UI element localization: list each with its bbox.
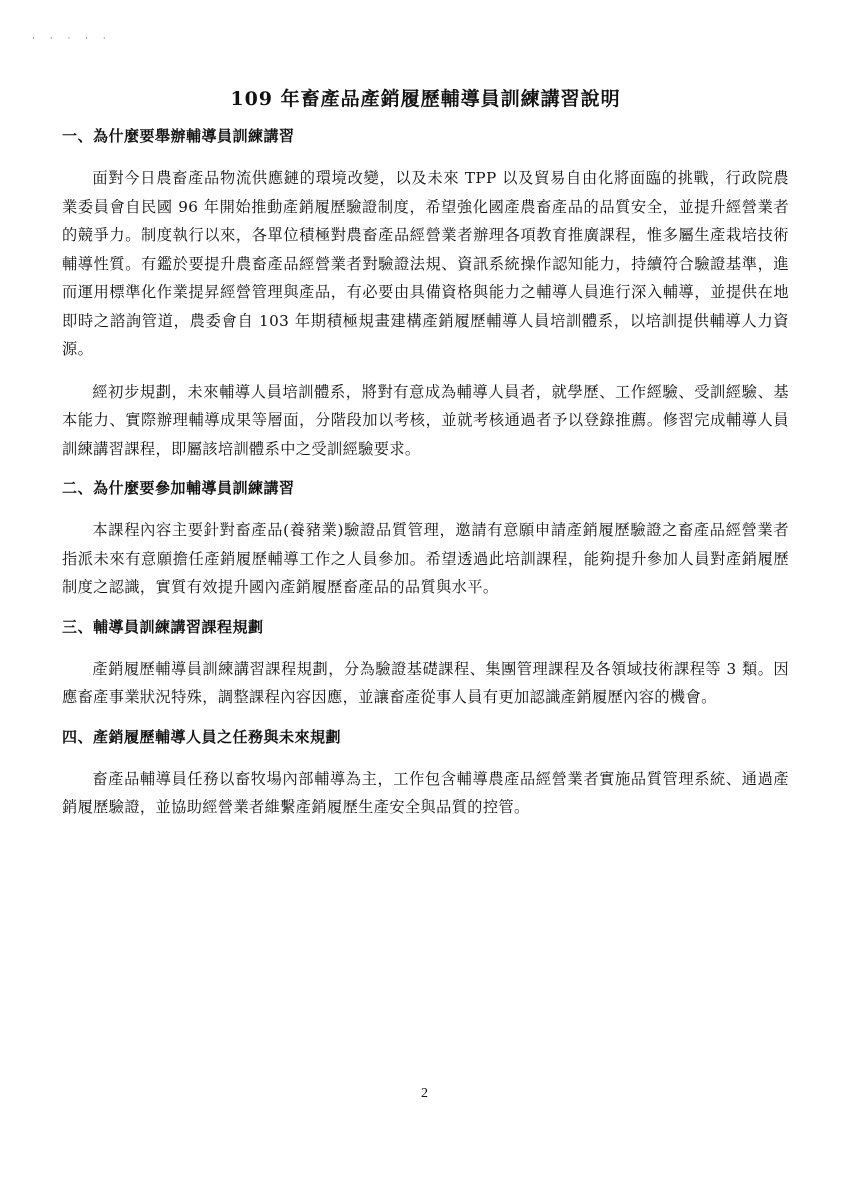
scan-artifact-marks: · · · · · (32, 34, 112, 44)
paragraph: 本課程內容主要針對畜產品(養豬業)驗證品質管理，邀請有意願申請產銷履歷驗證之畜產品經營業者指派未來有意願擔任產銷履歷輔導工作之人員參加。希望透過此培訓課程，能夠提升參加人員對產銷履歷制度之認識，實質有效提升國內產銷履歷畜產品的品質與水平。 (62, 521, 789, 596)
paragraph: 經初步規劃，未來輔導人員培訓體系，將對有意成為輔導人員者，就學歷、工作經驗、受訓經驗、基本能力、實際辦理輔導成果等層面，分階段加以考核，並就考核通過者予以登錄推薦。修習完成輔導人員訓練講習課程，即屬該培訓體系中之受訓經驗要求。 (62, 382, 789, 458)
document-title: 109 年畜產品產銷履歷輔導員訓練講習說明 (230, 88, 621, 110)
section-heading: 三、輔導員訓練講習課程規劃 (62, 617, 264, 636)
paragraph: 產銷履歷輔導員訓練講習課程規劃，分為驗證基礎課程、集團管理課程及各領域技術課程等 3 類。因應畜產事業狀況特殊，調整課程內容因應，並讓畜產從事人員有更加認識產銷履歷內容的機會。 (62, 659, 789, 706)
section-1 (62, 125, 789, 463)
section-heading: 二、為什麼要參加輔導員訓練講習 (62, 479, 295, 497)
section-heading: 一、為什麼要舉辦輔導員訓練講習 (62, 127, 295, 145)
section-2 (62, 477, 789, 602)
paragraph: 面對今日農畜產品物流供應鏈的環境改變，以及未來 TPP 以及貿易自由化將面臨的挑戰，行政院農業委員會自民國 96 年開始推動產銷履歷驗證制度，希望強化國產農畜產品的品質安全，並提升經營業者的競爭力。制度執行以來，各單位積極對農畜產品經營業者辦理各項教育推廣課程，惟多屬生產栽培技術輔導性質。有鑑於要提升農畜產品經營業者對驗證法規、資訊系統操作認知能力，持續符合驗證基準，進而運用標準化作業提昇經營管理與產品，有必要由具備資格與能力之輔導人員進行深入輔導，並提供在地即時之諮詢管道，農委會自 103 年期積極規畫建構產銷履歷輔導人員培訓體系，以培訓提供輔導人力資源。 (62, 169, 789, 358)
section-heading: 四、產銷履歷輔導人員之任務與未來規劃 (62, 727, 342, 746)
page-number: 2 (421, 1086, 428, 1101)
paragraph: 畜產品輔導員任務以畜牧場內部輔導為主，工作包含輔導農產品經營業者實施品質管理系統、通過產銷履歷驗證，並協助經營業者維繫產銷履歷生產安全與品質的控管。 (62, 769, 789, 816)
section-4 (62, 726, 789, 822)
section-3 (62, 616, 789, 712)
